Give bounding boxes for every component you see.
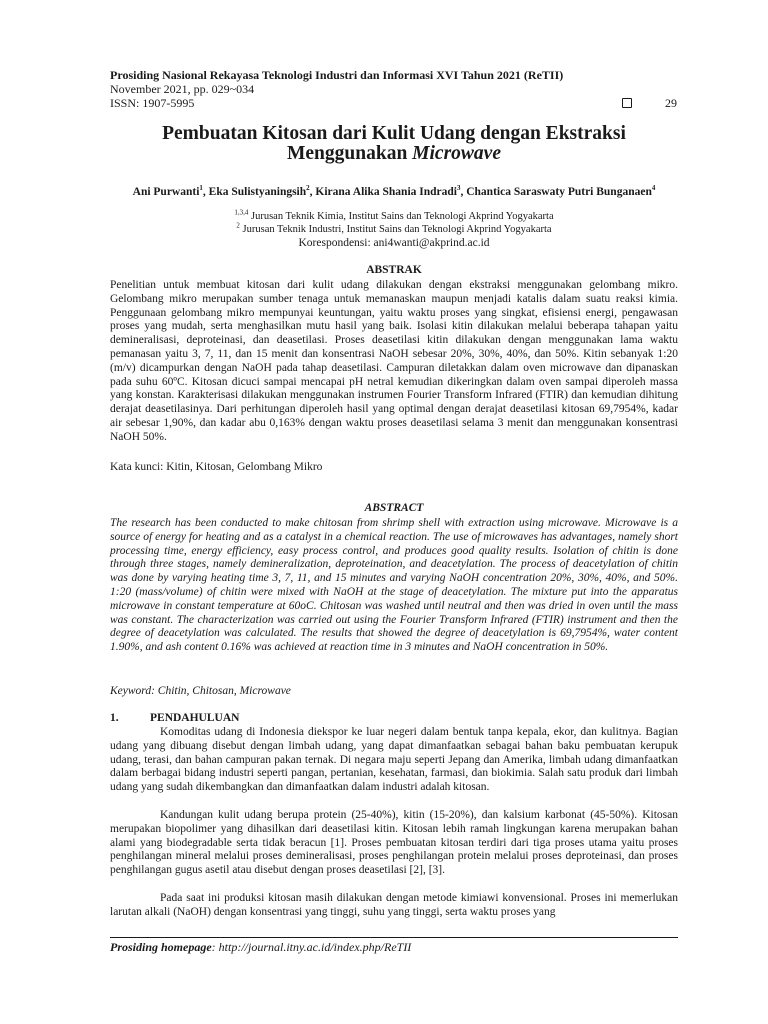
abstrak-heading: ABSTRAK: [366, 264, 422, 276]
author-1-sup: 1: [199, 184, 203, 193]
body-paragraph-2: Kandungan kulit udang berupa protein (25-40%), kitin (15-20%), dan kalsium karbonat (45-50%). Kitosan merupakan biopolimer yang dihasilkan dari deasetilasi kitin. Kitosan lebih ramah lingkungan karena merupakan bahan alami yang biodegradable serta tidak beracun [1]. Proses pembuatan kitosan terdiri dari tiga proses utama yaitu proses penghilangan mineral melalui proses demineralisasi, proses penghilangan protein melalui proses deproteinasi, dan proses penghilangan gugus asetil atau disebut dengan proses deasetilasi [2], [3].: [110, 809, 678, 877]
body-paragraph-1: Komoditas udang di Indonesia diekspor ke luar negeri dalam bentuk tanpa kepala, ekor, dan kulitnya. Bagian udang yang dibuang disebut dengan limbah udang, yang dapat dimanfaatkan sebagai bahan baku pembuatan kerupuk udang, terasi, dan bahan campuran pakan ternak. Di negara maju seperti Jepang dan Amerika, limbah udang dimanfaatkan dalam berbagai bidang industri seperti pangan, pertanian, kesehatan, farmasi, dan biokimia. Salah satu produk dari limbah udang yang sudah dikembangkan dan dimanfaatkan dalam industri adalah kitosan.: [110, 726, 678, 794]
author-1: Ani Purwanti: [132, 186, 200, 198]
author-4-sup: 4: [651, 184, 656, 193]
author-3-sup: 3: [456, 184, 461, 193]
abstract-heading: ABSTRACT: [364, 502, 424, 514]
affiliation-1-sup: 1,3,4: [234, 208, 249, 217]
author-3: , Kirana Alika Shania Indradi: [309, 186, 457, 198]
page-number: 29: [665, 96, 677, 110]
footer: [110, 940, 411, 955]
issn: ISSN: 1907-5995: [110, 96, 195, 110]
footer-rule: [110, 937, 678, 938]
abstract-text: The research has been conducted to make chitosan from shrimp shell with extraction using microwave. Microwave is a source of energy for heating and as a catalyst in a chemical reaction. The use of microwaves has advantages, namely short processing time, energy efficiency, easy process control, and produces good quality results. Isolation of chitin is done through three stages, namely demineralization, deproteination, and deacetylation. The process of deacetylation of chitin was done by varying heating time 3, 7, 11, and 15 minutes and varying NaOH concentration 20%, 30%, 40%, and 50%. 1:20 (mass/volume) of chitin were mixed with NaOH at the stage of deacetylation. The mixture put into the apparatus microwave in constant temperature at 60oC. Chitosan was washed until neutral and then was dried in oven until the mass was constant. The characterization was carried out using the Fourier Transform Infrared (FTIR) instrument and then the degree of deacetylation was calculated. The results that showed the degree of deacetylation is 69,7954%, water content 1.90%, and ash content 0.16% was achieved at reaction time in 3 minutes and NaOH concentration in 50%.: [110, 517, 678, 654]
affiliation-1: [110, 208, 678, 223]
correspondence: Korespondensi: ani4wanti@akprind.ac.id: [298, 237, 490, 249]
issue-info: November 2021, pp. 029~034: [110, 82, 255, 96]
section-heading: [110, 712, 239, 724]
section-title: PENDAHULUAN: [150, 712, 240, 724]
title-line-2: [110, 144, 678, 164]
footer-url[interactable]: : http://journal.itny.ac.id/index.php/ReTII: [211, 940, 412, 954]
affiliation-2: [110, 221, 678, 236]
section-number: 1.: [110, 712, 119, 724]
title-line-2-plain: Menggunakan: [287, 143, 413, 164]
affiliation-2-sup: 2: [236, 221, 240, 230]
square-icon: [622, 98, 632, 108]
body-paragraph-3: Pada saat ini produksi kitosan masih dilakukan dengan metode kimiawi konvensional. Proses ini memerlukan larutan alkali (NaOH) dengan konsentrasi yang tinggi, suhu yang tinggi, serta waktu proses yang: [110, 892, 678, 918]
affiliation-2-text: Jurusan Teknik Industri, Institut Sains dan Teknologi Akprind Yogyakarta: [239, 224, 552, 235]
author-2: , Eka Sulistyaningsih: [202, 186, 307, 198]
abstrak-keywords: Kata kunci: Kitin, Kitosan, Gelombang Mikro: [110, 461, 323, 473]
title-line-1: Pembuatan Kitosan dari Kulit Udang dengan Ekstraksi: [162, 123, 626, 144]
journal-name: Prosiding Nasional Rekayasa Teknologi Industri dan Informasi XVI Tahun 2021 (ReTII): [110, 68, 564, 82]
author-list: [110, 185, 678, 199]
abstract-keywords: Keyword: Chitin, Chitosan, Microwave: [110, 685, 291, 697]
abstrak-text: Penelitian untuk membuat kitosan dari kulit udang dilakukan dengan ekstraksi menggunakan gelombang mikro. Gelombang mikro merupakan sumber tenaga untuk memanaskan maupun menjadi katalis dalam suatu reaksi kimia. Penggunaan gelombang mikro mempunyai keuntungan, yaitu waktu proses yang singkat, efisiensi energi, pengawasan proses yang mudah, serta menghasilkan mutu hasil yang baik. Isolasi kitin dilakukan melalui beberapa tahapan yaitu demineralisasi, deproteinasi, dan deasetilasi. Proses deasetilasi kitin dilakukan dengan menggunakan lama waktu pemanasan yaitu 3, 7, 11, dan 15 menit dan konsentrasi NaOH sebesar 20%, 30%, 40%, dan 50%. Kitin sebanyak 1:20 (m/v) dicampurkan dengan NaOH pada tahap deasetilasi. Campuran diletakkan dalam oven microwave dan dipanaskan pada suhu 60ºC. Kitosan dicuci sampai mencapai pH netral kemudian dikeringkan dalam oven sampai diperoleh massa yang konstan. Karakterisasi dilakukan menggunakan instrumen Fourier Transform Infrared (FTIR) dan kemudian dihitung derajat deasetilasinya. Dari perhitungan diperoleh hasil yang optimal dengan derajat deasetilasi kitosan 69,7954%, kadar air sebesar 1,90%, dan kadar abu 0,163% dengan waktu proses deasetilasi selama 3 menit dan menggunakan konsentrasi NaOH 50%.: [110, 279, 678, 443]
paper-title: [110, 124, 678, 164]
affiliation-1-text: Jurusan Teknik Kimia, Institut Sains dan Teknologi Akprind Yogyakarta: [248, 211, 554, 222]
title-line-2-italic: Microwave: [412, 143, 501, 164]
author-4: , Chantica Saraswaty Putri Bunganaen: [460, 186, 652, 198]
author-2-sup: 2: [306, 184, 310, 193]
footer-label: Prosiding homepage: [110, 940, 212, 954]
